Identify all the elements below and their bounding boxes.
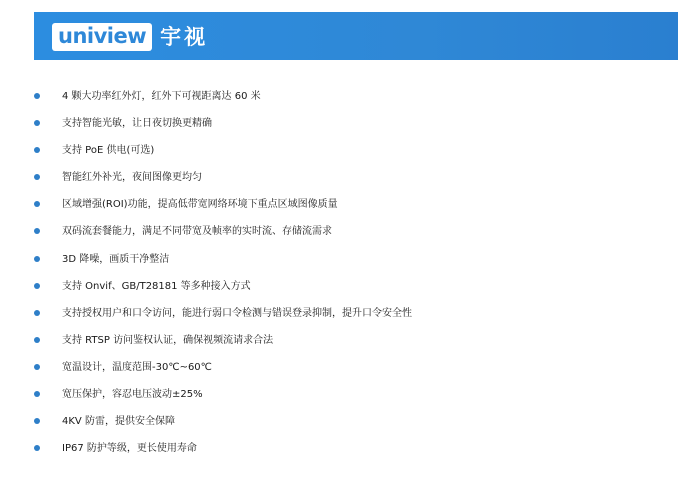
feature-text: 支持 RTSP 访问鉴权认证，确保视频流请求合法: [62, 334, 274, 346]
bullet-icon: [34, 228, 40, 234]
feature-item: [0, 435, 685, 462]
bullet-icon: [34, 120, 40, 126]
feature-text: 智能红外补光，夜间图像更均匀: [62, 172, 202, 184]
logo-badge: [52, 23, 152, 51]
bullet-icon: [34, 445, 40, 451]
feature-text: 支持 PoE 供电(可选): [62, 145, 155, 157]
bullet-icon: [34, 283, 40, 289]
feature-text: 宽温设计，温度范围-30℃~60℃: [62, 361, 212, 373]
feature-item: [0, 246, 685, 273]
logo-latin-text: uniview: [58, 23, 147, 48]
bullet-icon: [34, 364, 40, 370]
logo-chinese-text: 宇视: [160, 24, 209, 49]
feature-text: 支持授权用户和口令访问，能进行弱口令检测与错误登录抑制，提升口令安全性: [62, 307, 412, 319]
feature-item: [0, 381, 685, 408]
bullet-icon: [34, 174, 40, 180]
feature-item: [0, 191, 685, 218]
bullet-icon: [34, 310, 40, 316]
feature-text: 支持智能光敏，让日夜切换更精确: [62, 118, 212, 130]
feature-text: IP67 防护等级，更长使用寿命: [62, 443, 197, 455]
bullet-icon: [34, 256, 40, 262]
feature-text: 3D 降噪，画质干净整洁: [62, 253, 170, 265]
feature-item: [0, 327, 685, 354]
bullet-icon: [34, 337, 40, 343]
feature-item: [0, 408, 685, 435]
feature-text: 宽压保护，容忍电压波动±25%: [62, 389, 203, 401]
bullet-icon: [34, 93, 40, 99]
feature-item: [0, 164, 685, 191]
uniview-logo: [52, 22, 208, 52]
feature-item: [0, 218, 685, 245]
feature-item: [0, 137, 685, 164]
bullet-icon: [34, 147, 40, 153]
bullet-icon: [34, 391, 40, 397]
feature-text: 双码流套餐能力，满足不同带宽及帧率的实时流、存储流需求: [62, 226, 332, 238]
feature-text: 4 颗大功率红外灯，红外下可视距离达 60 米: [62, 91, 261, 102]
feature-text: 支持 Onvif、GB/T28181 等多种接入方式: [62, 280, 251, 292]
feature-item: [0, 110, 685, 137]
feature-item: [0, 354, 685, 381]
bullet-icon: [34, 418, 40, 424]
bullet-icon: [34, 201, 40, 207]
header-banner: [34, 12, 678, 60]
feature-item: [0, 300, 685, 327]
feature-text: 4KV 防雷，提供安全保障: [62, 416, 175, 428]
feature-item: [0, 273, 685, 300]
feature-item: [0, 83, 685, 110]
feature-list: [0, 83, 685, 462]
feature-text: 区域增强(ROI)功能，提高低带宽网络环境下重点区域图像质量: [62, 199, 338, 211]
